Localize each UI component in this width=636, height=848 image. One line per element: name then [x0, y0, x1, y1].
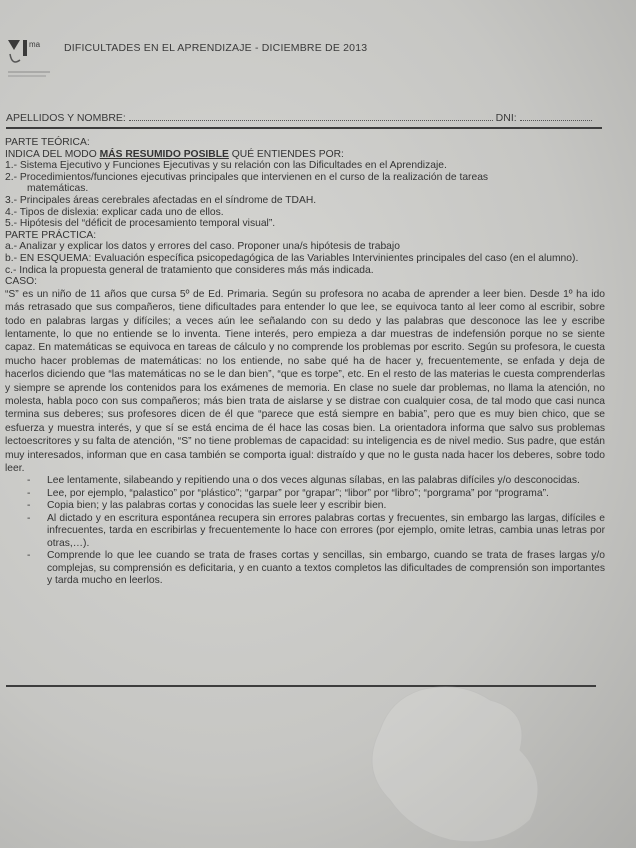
dni-blank	[520, 111, 592, 121]
bullet-marker: -	[27, 550, 31, 562]
bullet-text: Lee, por ejemplo, “palastico” por “plástico”; “garpar” por “grapar”; “libor” por “libro”; “porgrama” por “programa”.	[47, 487, 549, 499]
bullet-marker: -	[27, 475, 31, 487]
dni-label: DNI:	[495, 112, 517, 124]
instruction-suffix: QUÉ ENTIENDES POR:	[228, 148, 344, 160]
student-name-line	[6, 111, 606, 124]
theory-item: 1.- Sistema Ejecutivo y Funciones Ejecutivas y su relación con las Dificultades en el Aprendizaje.	[5, 160, 447, 172]
bullet-marker: -	[27, 487, 31, 499]
list-item	[5, 488, 605, 501]
list-item	[5, 513, 605, 551]
logo-text: ma	[29, 40, 41, 49]
bullet-text: Comprende lo que lee cuando se trata de frases cortas y sencillas, sin embargo, cuando se trata de frases largas y/o complejas, su comprensión es deficitaria, y en cuanto a textos completos las dificultades de comprensión son importantes y tarda mucho en leerlos.	[47, 550, 605, 587]
list-item	[5, 500, 605, 513]
top-divider	[6, 127, 602, 129]
faint-map-watermark-icon	[300, 680, 600, 848]
bullet-text: Lee lentamente, silabeando y repitiendo una o dos veces algunas sílabas, en las palabras difíciles y/o desconocidas.	[47, 475, 580, 487]
instruction-emphasis: MÁS RESUMIDO POSIBLE	[99, 148, 229, 160]
theory-heading: PARTE TEÓRICA:	[5, 137, 90, 148]
theory-instruction	[5, 149, 605, 161]
name-blank	[129, 111, 493, 121]
list-item	[5, 550, 605, 588]
instruction-prefix: INDICA DEL MODO	[5, 148, 100, 160]
case-heading: CASO:	[5, 276, 38, 288]
practice-item: c.- Indica la propuesta general de tratamiento que consideres más más indicada.	[5, 264, 374, 276]
exam-content	[5, 137, 605, 588]
bullet-text: Copia bien; y las palabras cortas y conocidas las suele leer y escribir bien.	[47, 500, 387, 512]
list-item	[5, 475, 605, 488]
name-label: APELLIDOS Y NOMBRE:	[6, 112, 126, 124]
theory-item: 3.- Principales áreas cerebrales afectadas en el síndrome de TDAH.	[5, 194, 317, 206]
bullet-marker: -	[27, 500, 31, 512]
university-logo-icon	[6, 36, 62, 80]
theory-item: 2.- Procedimientos/funciones ejecutivas principales que intervienen en el curso de la realización de tareas	[5, 171, 489, 183]
practice-item: a.- Analizar y explicar los datos y errores del caso. Proponer una/s hipótesis de trabajo	[5, 241, 400, 253]
case-observations	[5, 475, 605, 588]
theory-item: 5.- Hipótesis del “déficit de procesamiento temporal visual”.	[5, 218, 276, 230]
practice-item: b.- EN ESQUEMA: Evaluación específica psicopedagógica de las Variables Intervinientes principales del caso (en el alumno).	[5, 252, 579, 264]
practice-heading: PARTE PRÁCTICA:	[5, 229, 97, 241]
case-paragraph: “S” es un niño de 11 años que cursa 5º de Ed. Primaria. Según su profesora no acaba de aprender a leer bien. Desde 1º ha ido más retrasado que sus compañeros, tiene dificultades para entender lo que lee, se equivoca tanto al leer como al escribir, sobre todo en palabras largas y difíciles; a veces aún lee señalando con su dedo y las palabras que desconoce las lee y escribe lentamente, lo que no entiende se lo inventa. Tiene interés, pero empieza a dar muestras de indefensión porque no se siente capaz. En matemáticas se equivoca en tareas de cálculo y no comprende los problemas por escrito. Según su profesora, le cuesta mucho hacer problemas de matemáticas: no los entiende, no sabe qué ha de hacer y, frecuentemente, se enfada y deja de hacerlos diciendo que “las matemáticas no se le dan bien”, “que es torpe”, etc. En el resto de las materias le cuesta comprenderlas y siempre se aprende los contenidos para los exámenes de memoria. En clase no suele dar problemas, no llama la atención, no molesta, habla poco con sus compañeros; más bien trata de aislarse y se distrae con cualquier cosa, de tal modo que casi nunca termina sus deberes; sus profesores dicen de él que “parece que está siempre en babia”, pero que es muy bien chico, que se esfuerza y muestra interés, y que sí se está encima de él hace las cosas bien. La orientadora informa que salvo sus problemas lectoescritores y su falta de atención, “S” no tiene problemas de capacidad: su inteligencia es de nivel medio. Sus padre, que están muy interesados, informan que en casa también se comporta igual: distraído y que no le gusta nada hacer los deberes, sobre todo leer.	[5, 288, 605, 474]
exam-title: DIFICULTADES EN EL APRENDIZAJE - DICIEMBRE DE 2013	[64, 42, 368, 54]
theory-item: 4.- Tipos de dislexia: explicar cada uno de ellos.	[5, 206, 224, 218]
theory-item-continuation: matemáticas.	[27, 183, 89, 195]
bullet-text: Al dictado y en escritura espontánea recupera sin errores palabras cortas y frecuentes, sin embargo las largas, difíciles e infrecuentes, tarda en escribirlas y frecuentemente lo hace con errores (por ejemplo, omite letras, cambia unas letras por otras,…).	[47, 512, 605, 549]
bullet-marker: -	[27, 512, 31, 524]
